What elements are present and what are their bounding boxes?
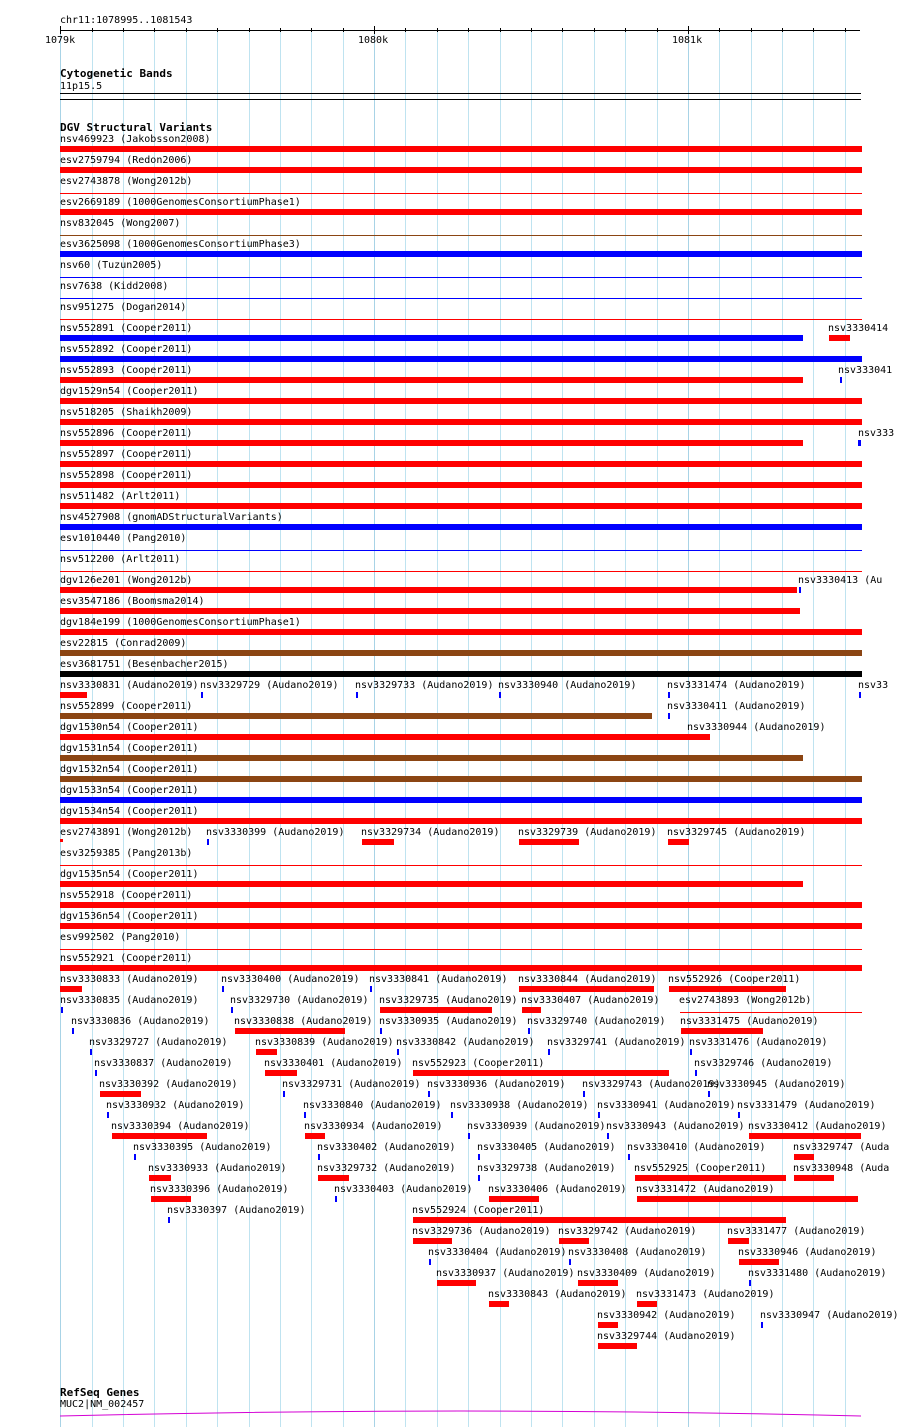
variant-bar[interactable] [60, 356, 862, 362]
variant-label[interactable]: nsv3331476 (Audano2019) [689, 1037, 828, 1048]
variant-label[interactable]: nsv3330394 (Audano2019) [111, 1121, 250, 1132]
variant-label[interactable]: nsv512200 (Arlt2011) [60, 554, 181, 565]
variant-label[interactable]: nsv518205 (Shaikh2009) [60, 407, 193, 418]
variant-bar[interactable] [60, 755, 803, 761]
variant-label[interactable]: nsv469923 (Jakobsson2008) [60, 134, 211, 145]
variant-bar[interactable] [318, 1175, 349, 1181]
variant-label[interactable]: nsv552923 (Cooper2011) [412, 1058, 545, 1069]
variant-label[interactable]: esv1010440 (Pang2010) [60, 533, 187, 544]
variant-bar[interactable] [637, 1196, 858, 1202]
variant-label[interactable]: nsv4527908 (gnomADStructuralVariants) [60, 512, 283, 523]
variant-label[interactable]: esv2743893 (Wong2012b) [679, 995, 812, 1006]
ruler-tick [813, 28, 814, 32]
cytoband-label[interactable]: 11p15.5 [60, 81, 103, 92]
variant-bar[interactable] [60, 587, 797, 593]
variant-label[interactable]: nsv3330842 (Audano2019) [396, 1037, 535, 1048]
variant-bar[interactable] [61, 1007, 63, 1013]
variant-label[interactable]: nsv3330944 (Audano2019) [687, 722, 826, 733]
variant-label[interactable]: nsv3330395 (Audano2019) [133, 1142, 272, 1153]
variant-bar[interactable] [794, 1175, 834, 1181]
ruler-tick-label: 1081k [672, 35, 703, 46]
variant-bar[interactable] [60, 503, 862, 509]
variant-label[interactable]: nsv3330839 (Audano2019) [255, 1037, 394, 1048]
variant-label[interactable]: nsv3331480 (Audano2019) [748, 1268, 887, 1279]
gene-label[interactable]: MUC2|NM_002457 [60, 1399, 145, 1410]
variant-label[interactable]: dgv184e199 (1000GenomesConsortiumPhase1) [60, 617, 301, 628]
ruler-tick [500, 28, 501, 32]
variant-label[interactable]: nsv3330939 (Audano2019) [467, 1121, 606, 1132]
variant-label[interactable]: nsv3329731 (Audano2019) [282, 1079, 421, 1090]
variant-bar[interactable] [60, 335, 803, 341]
variant-label[interactable]: nsv3330831 (Audano2019) [60, 680, 199, 691]
variant-label[interactable]: nsv3331472 (Audano2019) [636, 1184, 775, 1195]
variant-bar[interactable] [478, 1154, 480, 1160]
variant-bar[interactable] [598, 1322, 618, 1328]
gene-intron-line [60, 1411, 861, 1416]
grid-line [217, 28, 218, 1427]
variant-bar[interactable] [60, 902, 862, 908]
ruler-tick [531, 28, 532, 32]
variant-bar[interactable] [201, 692, 203, 698]
variant-label[interactable]: nsv3329739 (Audano2019) [518, 827, 657, 838]
variant-label[interactable]: nsv333041 [838, 365, 893, 376]
variant-label[interactable]: nsv33 [858, 680, 889, 691]
refseq-track-title: RefSeq Genes [60, 1386, 140, 1399]
variant-label[interactable]: nsv552921 (Cooper2011) [60, 953, 193, 964]
ruler-tick [782, 28, 783, 32]
variant-label[interactable]: esv2743878 (Wong2012b) [60, 176, 193, 187]
variant-bar[interactable] [739, 1259, 779, 1265]
variant-label[interactable]: nsv3329738 (Audano2019) [477, 1163, 616, 1174]
variant-label[interactable]: nsv552925 (Cooper2011) [634, 1163, 767, 1174]
variant-bar[interactable] [100, 1091, 141, 1097]
variant-label[interactable]: nsv3330943 (Audano2019) [606, 1121, 745, 1132]
variant-bar[interactable] [397, 1049, 399, 1055]
variant-bar[interactable] [637, 1301, 657, 1307]
variant-bar[interactable] [489, 1196, 539, 1202]
variant-bar[interactable] [499, 692, 501, 698]
variant-bar[interactable] [370, 986, 372, 992]
variant-label[interactable]: nsv3329747 (Auda [793, 1142, 890, 1153]
ruler-tick-label: 1079k [45, 35, 76, 46]
variant-bar[interactable] [598, 1112, 600, 1118]
variant-bar[interactable] [207, 839, 209, 845]
ruler-tick [92, 28, 93, 32]
variant-bar[interactable] [60, 277, 862, 278]
variant-label[interactable]: nsv7638 (Kidd2008) [60, 281, 169, 292]
variant-label[interactable]: nsv3330941 (Audano2019) [597, 1100, 736, 1111]
variant-bar[interactable] [413, 1217, 786, 1223]
variant-label[interactable]: nsv951275 (Dogan2014) [60, 302, 187, 313]
variant-bar[interactable] [598, 1343, 637, 1349]
ruler-tick [625, 28, 626, 32]
variant-label[interactable]: nsv3330843 (Audano2019) [488, 1289, 627, 1300]
variant-label[interactable]: nsv3329732 (Audano2019) [317, 1163, 456, 1174]
variant-bar[interactable] [60, 965, 862, 971]
variant-label[interactable]: nsv3330401 (Audano2019) [264, 1058, 403, 1069]
variant-bar[interactable] [690, 1049, 692, 1055]
variant-bar[interactable] [380, 1028, 382, 1034]
variant-label[interactable]: nsv552918 (Cooper2011) [60, 890, 193, 901]
variant-bar[interactable] [60, 671, 862, 677]
variant-bar[interactable] [95, 1070, 97, 1076]
variant-bar[interactable] [60, 167, 862, 173]
variant-label[interactable]: dgv1531n54 (Cooper2011) [60, 743, 199, 754]
variant-label[interactable]: nsv3330945 (Audano2019) [707, 1079, 846, 1090]
variant-label[interactable]: nsv3330406 (Audano2019) [488, 1184, 627, 1195]
variant-bar[interactable] [628, 1154, 630, 1160]
variant-label[interactable]: nsv3330405 (Audano2019) [477, 1142, 616, 1153]
variant-bar[interactable] [437, 1280, 476, 1286]
ruler-tick [60, 26, 61, 34]
ruler-tick [405, 28, 406, 32]
gene-model[interactable] [60, 1408, 862, 1420]
variant-label[interactable]: nsv3330408 (Audano2019) [568, 1247, 707, 1258]
variant-bar[interactable] [60, 524, 862, 530]
variant-bar[interactable] [60, 377, 803, 383]
variant-label[interactable]: nsv3329742 (Audano2019) [558, 1226, 697, 1237]
variant-bar[interactable] [256, 1049, 277, 1055]
variant-label[interactable]: nsv3330410 (Audano2019) [627, 1142, 766, 1153]
variant-label[interactable]: dgv1536n54 (Cooper2011) [60, 911, 199, 922]
ruler-tick [468, 28, 469, 32]
variant-label[interactable]: esv992502 (Pang2010) [60, 932, 181, 943]
ruler-tick [123, 28, 124, 32]
variant-label[interactable]: nsv3330396 (Audano2019) [150, 1184, 289, 1195]
ruler-tick [688, 26, 689, 34]
variant-bar[interactable] [519, 839, 579, 845]
variant-label[interactable]: nsv3330400 (Audano2019) [221, 974, 360, 985]
variant-label[interactable]: nsv3329746 (Audano2019) [694, 1058, 833, 1069]
variant-bar[interactable] [695, 1070, 697, 1076]
variant-bar[interactable] [60, 440, 803, 446]
variant-label[interactable]: nsv3330833 (Audano2019) [60, 974, 199, 985]
variant-bar[interactable] [859, 692, 861, 698]
ruler-tick [437, 28, 438, 32]
variant-bar[interactable] [60, 865, 862, 866]
variant-bar[interactable] [60, 818, 862, 824]
variant-label[interactable]: nsv3329743 (Audano2019) [582, 1079, 721, 1090]
variant-label[interactable]: nsv552897 (Cooper2011) [60, 449, 193, 460]
cytobands-track-title: Cytogenetic Bands [60, 67, 173, 80]
variant-bar[interactable] [478, 1175, 480, 1181]
variant-label[interactable]: nsv3330840 (Audano2019) [303, 1100, 442, 1111]
variant-bar[interactable] [468, 1133, 470, 1139]
variant-label[interactable]: nsv3329734 (Audano2019) [361, 827, 500, 838]
variant-label[interactable]: esv3681751 (Besenbacher2015) [60, 659, 229, 670]
variant-bar[interactable] [265, 1070, 297, 1076]
variant-bar[interactable] [60, 419, 862, 425]
variant-bar[interactable] [668, 839, 689, 845]
cytoband-bar-top [60, 93, 861, 94]
variant-label[interactable]: nsv3330411 (Audano2019) [667, 701, 806, 712]
variant-label[interactable]: esv2669189 (1000GenomesConsortiumPhase1) [60, 197, 301, 208]
variant-label[interactable]: dgv1532n54 (Cooper2011) [60, 764, 199, 775]
variant-label[interactable]: nsv3330940 (Audano2019) [498, 680, 637, 691]
variant-bar[interactable] [151, 1196, 191, 1202]
variant-bar[interactable] [222, 986, 224, 992]
variant-bar[interactable] [60, 235, 862, 236]
variant-bar[interactable] [60, 398, 862, 404]
variant-label[interactable]: nsv3330397 (Audano2019) [167, 1205, 306, 1216]
variant-bar[interactable] [429, 1259, 431, 1265]
variant-bar[interactable] [134, 1154, 136, 1160]
variant-bar[interactable] [283, 1091, 285, 1097]
variant-bar[interactable] [794, 1154, 814, 1160]
variant-bar[interactable] [60, 571, 862, 572]
variant-bar[interactable] [60, 692, 87, 698]
variant-label[interactable]: esv3625098 (1000GenomesConsortiumPhase3) [60, 239, 301, 250]
variant-label[interactable]: nsv3329729 (Audano2019) [200, 680, 339, 691]
variant-label[interactable]: nsv3330409 (Audano2019) [577, 1268, 716, 1279]
variant-bar[interactable] [60, 986, 82, 992]
variant-label[interactable]: nsv552926 (Cooper2011) [668, 974, 801, 985]
ruler-tick [154, 28, 155, 32]
grid-line [311, 28, 312, 1427]
variant-label[interactable]: nsv3329736 (Audano2019) [412, 1226, 551, 1237]
variant-label[interactable]: nsv3330932 (Audano2019) [106, 1100, 245, 1111]
variant-label[interactable]: nsv3331475 (Audano2019) [680, 1016, 819, 1027]
variant-bar[interactable] [235, 1028, 345, 1034]
variant-bar[interactable] [90, 1049, 92, 1055]
variant-label[interactable]: nsv3330937 (Audano2019) [436, 1268, 575, 1279]
variant-bar[interactable] [840, 377, 842, 383]
variant-label[interactable]: nsv3330844 (Audano2019) [518, 974, 657, 985]
ruler-tick [311, 28, 312, 32]
ruler-tick [343, 28, 344, 32]
ruler-tick [186, 28, 187, 32]
variant-bar[interactable] [829, 335, 850, 341]
variant-label[interactable]: nsv3331473 (Audano2019) [636, 1289, 775, 1300]
variant-label[interactable]: nsv3330403 (Audano2019) [334, 1184, 473, 1195]
variant-label[interactable]: nsv3330414 [828, 323, 889, 334]
variant-bar[interactable] [519, 986, 654, 992]
variant-label[interactable]: dgv1534n54 (Cooper2011) [60, 806, 199, 817]
variant-bar[interactable] [60, 550, 862, 551]
ruler-tick [562, 28, 563, 32]
ruler-tick [280, 28, 281, 32]
variant-label[interactable]: nsv3330838 (Audano2019) [234, 1016, 373, 1027]
variant-bar[interactable] [413, 1070, 669, 1076]
variant-bar[interactable] [60, 650, 862, 656]
variant-label[interactable]: esv3547186 (Boomsma2014) [60, 596, 205, 607]
variant-bar[interactable] [380, 1007, 492, 1013]
variant-bar[interactable] [583, 1091, 585, 1097]
variant-label[interactable]: nsv3331477 (Audano2019) [727, 1226, 866, 1237]
variant-bar[interactable] [738, 1112, 740, 1118]
variant-bar[interactable] [60, 319, 862, 320]
variant-label[interactable]: nsv3330835 (Audano2019) [60, 995, 199, 1006]
variant-label[interactable]: nsv3330836 (Audano2019) [71, 1016, 210, 1027]
variant-bar[interactable] [522, 1007, 541, 1013]
variant-label[interactable]: esv3259385 (Pang2013b) [60, 848, 193, 859]
variant-bar[interactable] [428, 1091, 430, 1097]
variant-bar[interactable] [60, 482, 862, 488]
variant-bar[interactable] [60, 608, 800, 614]
variant-label[interactable]: nsv552899 (Cooper2011) [60, 701, 193, 712]
grid-line [374, 28, 375, 1427]
variant-label[interactable]: nsv3329730 (Audano2019) [230, 995, 369, 1006]
variant-label[interactable]: nsv3330936 (Audano2019) [427, 1079, 566, 1090]
variant-label[interactable]: nsv511482 (Arlt2011) [60, 491, 181, 502]
variant-label[interactable]: nsv3329745 (Audano2019) [667, 827, 806, 838]
variant-bar[interactable] [668, 692, 670, 698]
variant-label[interactable]: esv2743891 (Wong2012b) [60, 827, 193, 838]
variant-label[interactable]: nsv552896 (Cooper2011) [60, 428, 193, 439]
variant-label[interactable]: nsv552891 (Cooper2011) [60, 323, 193, 334]
variant-label[interactable]: nsv3330938 (Audano2019) [450, 1100, 589, 1111]
variant-bar[interactable] [168, 1217, 170, 1223]
variant-bar[interactable] [708, 1091, 710, 1097]
variant-bar[interactable] [107, 1112, 109, 1118]
variant-label[interactable]: esv22815 (Conrad2009) [60, 638, 187, 649]
ruler-tick [249, 28, 250, 32]
variant-label[interactable]: nsv3329744 (Audano2019) [597, 1331, 736, 1342]
variant-label[interactable]: nsv3330841 (Audano2019) [369, 974, 508, 985]
variant-label[interactable]: nsv3330933 (Audano2019) [148, 1163, 287, 1174]
variant-bar[interactable] [60, 629, 862, 635]
variant-label[interactable]: nsv3330399 (Audano2019) [206, 827, 345, 838]
ruler-tick [657, 28, 658, 32]
variant-label[interactable]: nsv3330947 (Audano2019) [760, 1310, 898, 1321]
variant-bar[interactable] [60, 734, 710, 740]
variant-bar[interactable] [569, 1259, 571, 1265]
variant-bar[interactable] [669, 986, 786, 992]
variant-bar[interactable] [231, 1007, 233, 1013]
variant-label[interactable]: nsv552892 (Cooper2011) [60, 344, 193, 355]
variant-bar[interactable] [489, 1301, 509, 1307]
variant-label[interactable]: nsv552924 (Cooper2011) [412, 1205, 545, 1216]
variant-bar[interactable] [304, 1112, 306, 1118]
variant-bar[interactable] [578, 1280, 618, 1286]
variant-bar[interactable] [72, 1028, 74, 1034]
ruler-tick [719, 28, 720, 32]
variant-bar[interactable] [635, 1175, 786, 1181]
variant-bar[interactable] [60, 923, 862, 929]
variant-label[interactable]: nsv3329733 (Audano2019) [355, 680, 494, 691]
variant-label[interactable]: nsv3330837 (Audano2019) [94, 1058, 233, 1069]
variant-bar[interactable] [528, 1028, 530, 1034]
cytoband-bar-bottom [60, 99, 861, 100]
variant-label[interactable]: nsv832045 (Wong2007) [60, 218, 181, 229]
variant-label[interactable]: nsv3330946 (Audano2019) [738, 1247, 877, 1258]
variant-label[interactable]: nsv3331474 (Audano2019) [667, 680, 806, 691]
variant-bar[interactable] [356, 692, 358, 698]
variant-bar[interactable] [60, 797, 862, 803]
variant-label[interactable]: dgv1530n54 (Cooper2011) [60, 722, 199, 733]
variant-label[interactable]: nsv552898 (Cooper2011) [60, 470, 193, 481]
variant-bar[interactable] [60, 251, 862, 257]
variant-bar[interactable] [362, 839, 394, 845]
variant-label[interactable]: nsv3329735 (Audano2019) [379, 995, 518, 1006]
variant-label[interactable]: nsv3330392 (Audano2019) [99, 1079, 238, 1090]
variant-label[interactable]: nsv552893 (Cooper2011) [60, 365, 193, 376]
variant-bar[interactable] [680, 1012, 862, 1013]
location-label: chr11:1078995..1081543 [60, 15, 193, 26]
variant-label[interactable]: nsv3330402 (Audano2019) [317, 1142, 456, 1153]
variant-label[interactable]: dgv1529n54 (Cooper2011) [60, 386, 199, 397]
variant-bar[interactable] [548, 1049, 550, 1055]
variant-label[interactable]: nsv3329741 (Audano2019) [547, 1037, 686, 1048]
ruler-tick [217, 28, 218, 32]
variant-bar[interactable] [688, 734, 708, 740]
variant-bar[interactable] [60, 776, 862, 782]
variant-label[interactable]: nsv3330934 (Audano2019) [304, 1121, 443, 1132]
variant-bar[interactable] [60, 209, 862, 215]
ruler-line [60, 30, 860, 31]
variant-bar[interactable] [799, 587, 801, 593]
variant-bar[interactable] [761, 1322, 763, 1328]
ruler-tick [751, 28, 752, 32]
variant-label[interactable]: nsv60 (Tuzun2005) [60, 260, 163, 271]
grid-line [405, 28, 406, 1427]
variant-bar[interactable] [749, 1280, 751, 1286]
variant-bar[interactable] [451, 1112, 453, 1118]
grid-line [845, 28, 846, 1427]
variant-label[interactable]: nsv3329727 (Audano2019) [89, 1037, 228, 1048]
variant-bar[interactable] [149, 1175, 171, 1181]
variant-bar[interactable] [668, 713, 670, 719]
variant-label[interactable]: nsv3330412 (Audano2019) [748, 1121, 887, 1132]
variant-bar[interactable] [60, 839, 63, 842]
grid-line [343, 28, 344, 1427]
variant-label[interactable]: nsv3329740 (Audano2019) [527, 1016, 666, 1027]
grid-line [280, 28, 281, 1427]
variant-bar[interactable] [60, 949, 862, 950]
variant-label[interactable]: nsv3330948 (Auda [793, 1163, 890, 1174]
variant-bar[interactable] [858, 440, 861, 446]
variant-bar[interactable] [60, 193, 862, 194]
ruler-tick-label: 1080k [358, 35, 389, 46]
variant-label[interactable]: nsv3330942 (Audano2019) [597, 1310, 736, 1321]
variant-bar[interactable] [413, 1238, 452, 1244]
variant-label[interactable]: nsv3331479 (Audano2019) [737, 1100, 876, 1111]
ruler-tick [594, 28, 595, 32]
variant-bar[interactable] [681, 1028, 763, 1034]
variant-label[interactable]: dgv1533n54 (Cooper2011) [60, 785, 199, 796]
variant-label[interactable]: dgv1535n54 (Cooper2011) [60, 869, 199, 880]
variant-bar[interactable] [335, 1196, 337, 1202]
variant-label[interactable]: esv2759794 (Redon2006) [60, 155, 193, 166]
variant-bar[interactable] [60, 881, 803, 887]
variant-bar[interactable] [112, 1133, 207, 1139]
variant-label[interactable]: nsv3330407 (Audano2019) [521, 995, 660, 1006]
variant-label[interactable]: dgv126e201 (Wong2012b) [60, 575, 193, 586]
dgv-track-title: DGV Structural Variants [60, 121, 213, 134]
variant-label[interactable]: nsv3330413 (Au [798, 575, 883, 586]
variant-bar[interactable] [60, 298, 862, 299]
grid-line [249, 28, 250, 1427]
variant-label[interactable]: nsv3330404 (Audano2019) [428, 1247, 567, 1258]
variant-bar[interactable] [749, 1133, 861, 1139]
variant-bar[interactable] [607, 1133, 609, 1139]
variant-bar[interactable] [60, 713, 652, 719]
variant-label[interactable]: nsv333 [858, 428, 895, 439]
variant-bar[interactable] [318, 1154, 320, 1160]
variant-bar[interactable] [60, 146, 862, 152]
ruler-tick [374, 26, 375, 34]
ruler-tick [845, 28, 846, 32]
variant-bar[interactable] [305, 1133, 325, 1139]
variant-bar[interactable] [728, 1238, 749, 1244]
variant-label[interactable]: nsv3330935 (Audano2019) [379, 1016, 518, 1027]
variant-bar[interactable] [60, 461, 862, 467]
variant-bar[interactable] [559, 1238, 589, 1244]
